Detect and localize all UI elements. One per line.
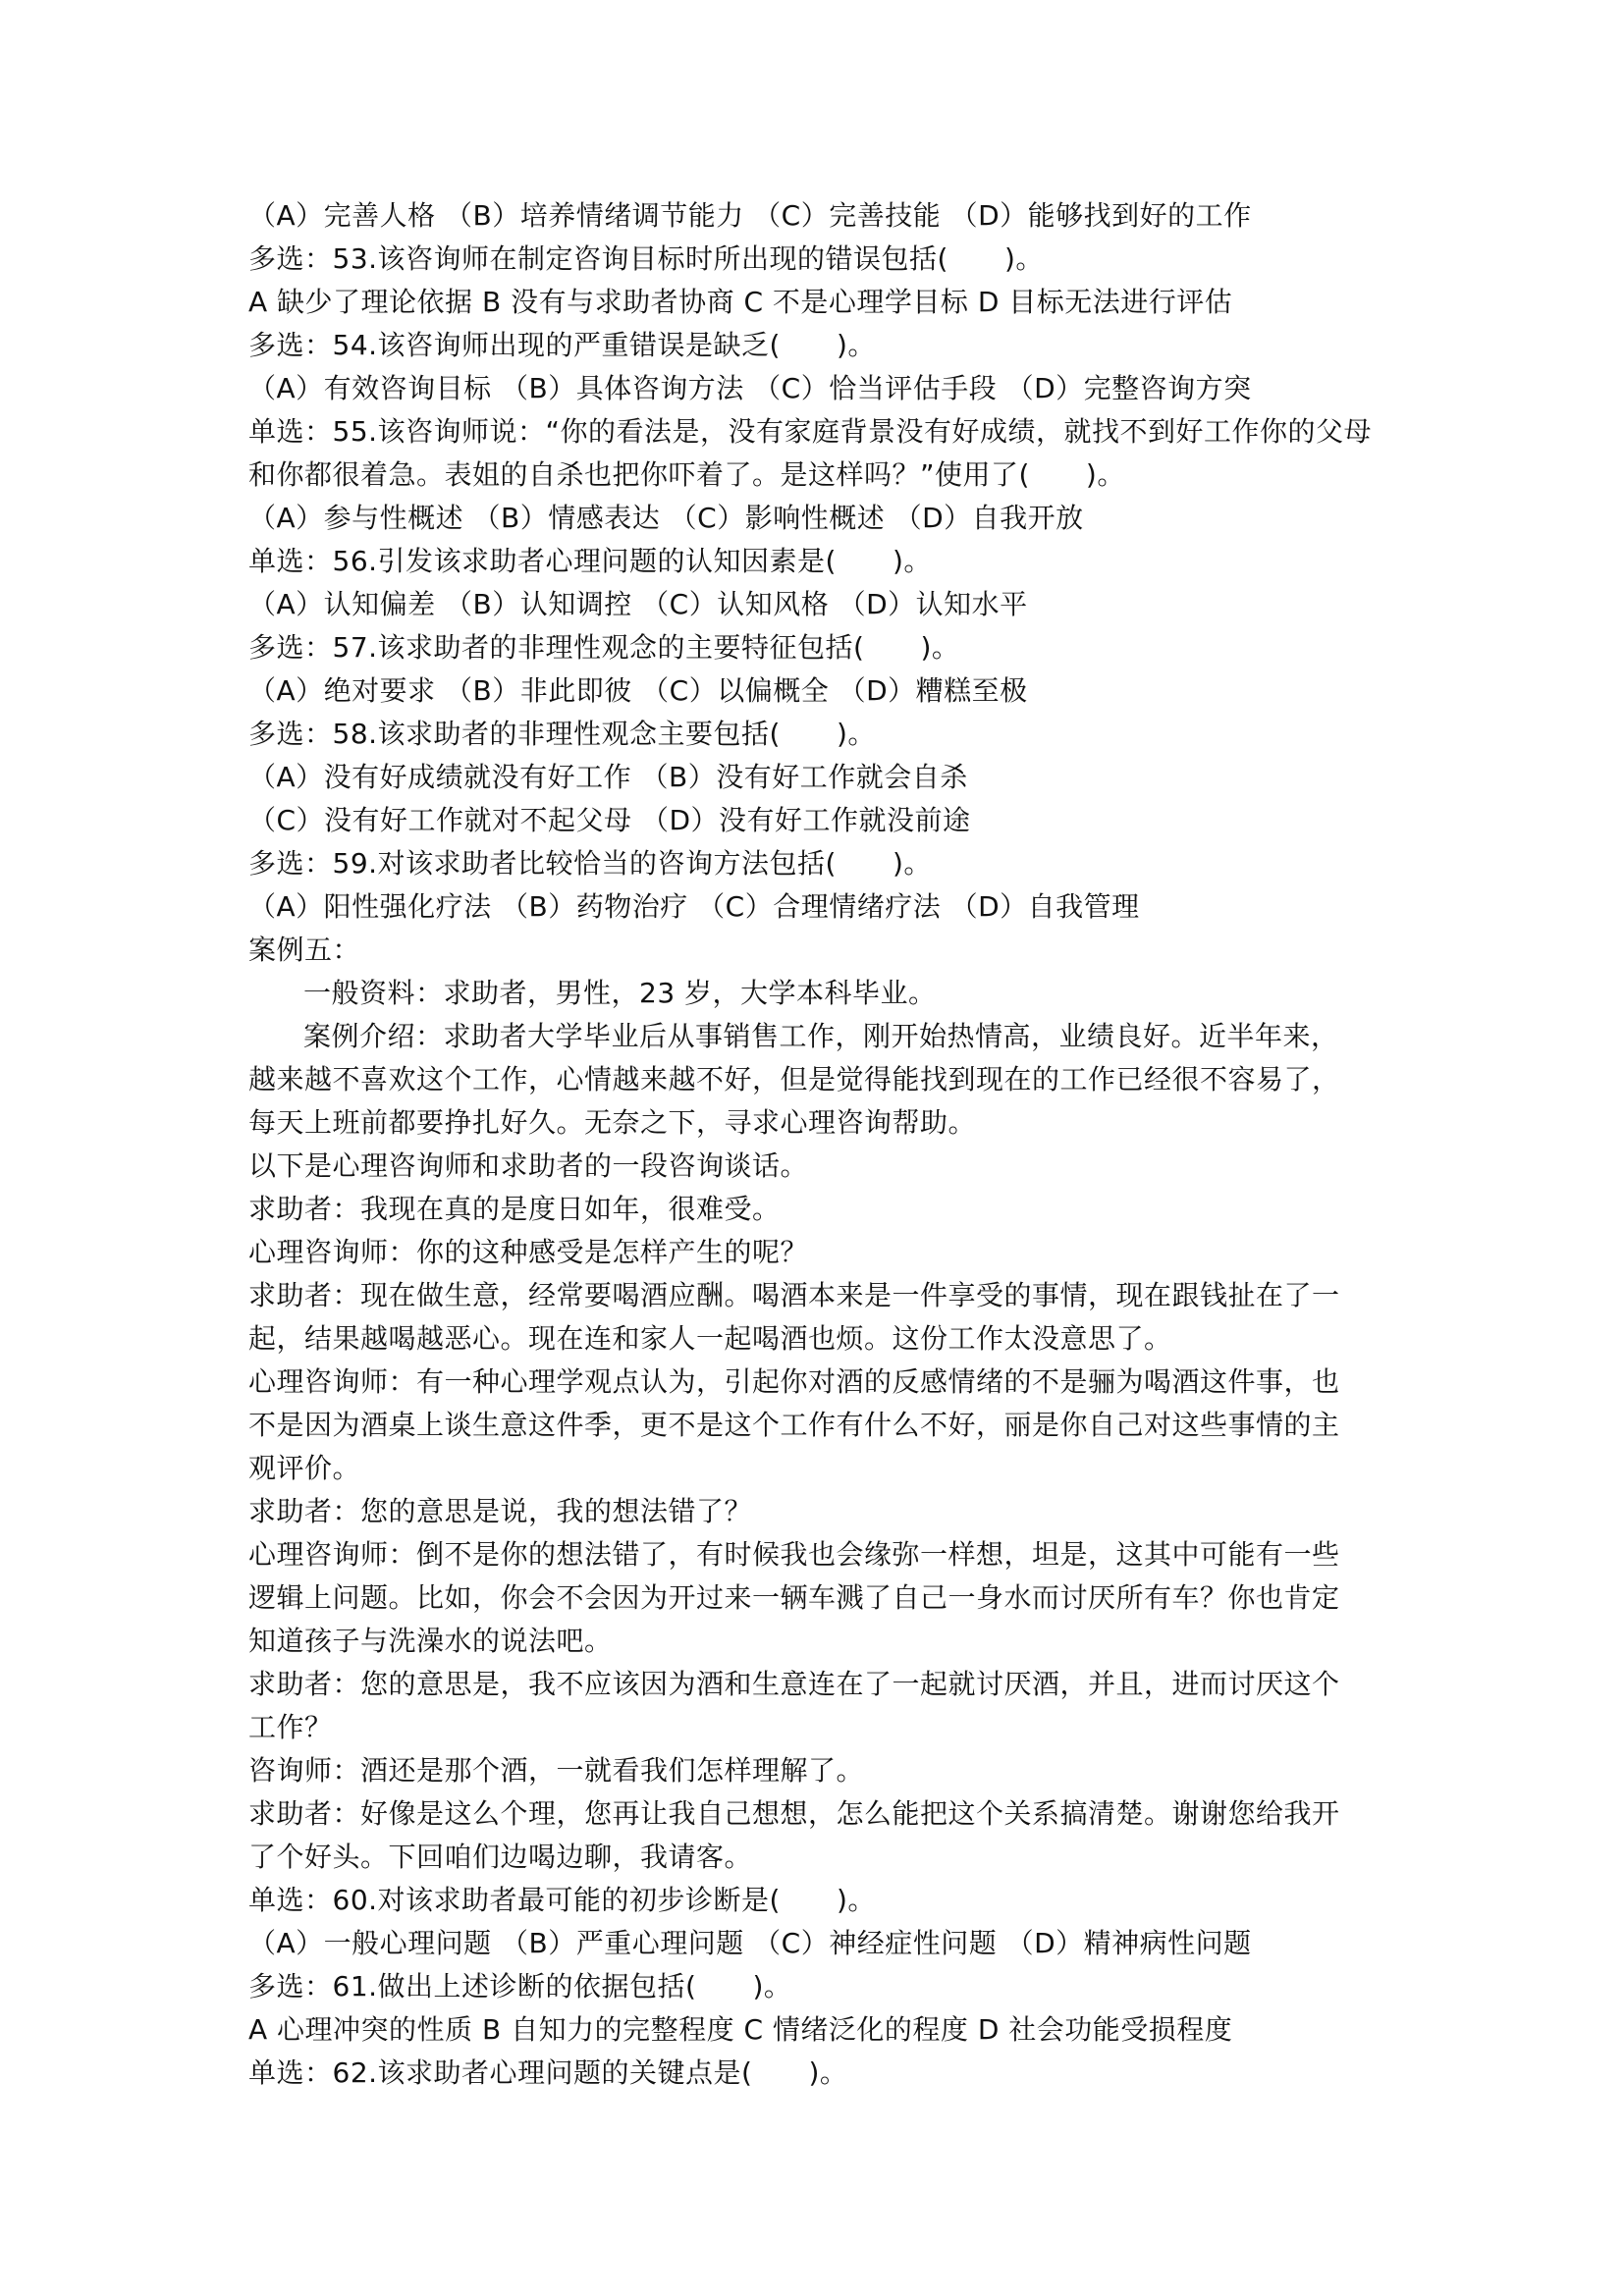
text-line: 求助者：您的意思是说，我的想法错了？ [248, 1495, 753, 1527]
text-line: 多选：53.该咨询师在制定咨询目标时所出现的错误包括( )。 [248, 242, 1044, 275]
text-line: （A）没有好成绩就没有好工作 （B）没有好工作就会自杀 [248, 761, 968, 793]
text-line: 知道孩子与洗澡水的说法吧。 [248, 1625, 613, 1657]
text-line: （A）一般心理问题 （B）严重心理问题 （C）神经症性问题 （D）精神病性问题 [248, 1927, 1252, 1959]
text-line: 心理咨询师：有一种心理学观点认为，引起你对酒的反感情绪的不是骊为喝酒这件事，也 [248, 1365, 1340, 1398]
text-line: 多选：54.该咨询师出现的严重错误是缺乏( )。 [248, 329, 876, 361]
text-line: （A）有效咨询目标 （B）具体咨询方法 （C）恰当评估手段 （D）完整咨询方突 [248, 372, 1252, 404]
text-line: 单选：62.该求助者心理问题的关键点是( )。 [248, 2056, 848, 2089]
text-line: 观评价。 [248, 1452, 361, 1484]
document-page [248, 194, 1397, 2095]
text-line: 一般资料：求助者，男性，23 岁，大学本科毕业。 [303, 977, 937, 1009]
text-line: （A）认知偏差 （B）认知调控 （C）认知风格 （D）认知水平 [248, 588, 1028, 620]
text-line: （A）参与性概述 （B）情感表达 （C）影响性概述 （D）自我开放 [248, 502, 1084, 534]
text-line: 起，结果越喝越恶心。现在连和家人一起喝酒也烦。这份工作太没意思了。 [248, 1322, 1172, 1355]
text-line: （A）完善人格 （B）培养情绪调节能力 （C）完善技能 （D）能够找到好的工作 [248, 199, 1252, 232]
text-line: 求助者：好像是这么个理，您再让我自己想想，怎么能把这个关系搞清楚。谢谢您给我开 [248, 1797, 1340, 1830]
text-line: 心理咨询师：倒不是你的想法错了，有时候我也会缘弥一样想，坦是，这其中可能有一些 [248, 1538, 1340, 1571]
text-line: （A）绝对要求 （B）非此即彼 （C）以偏概全 （D）糟糕至极 [248, 674, 1028, 707]
text-line: 多选：59.对该求助者比较恰当的咨询方法包括( )。 [248, 847, 932, 880]
text-line: 求助者：我现在真的是度日如年，很难受。 [248, 1193, 781, 1225]
text-line: A 心理冲突的性质 B 自知力的完整程度 C 情绪泛化的程度 D 社会功能受损程度 [248, 2013, 1233, 2046]
text-line: 每天上班前都要挣扎好久。无奈之下，寻求心理咨询帮助。 [248, 1106, 977, 1139]
text-line: 单选：55.该咨询师说：“你的看法是，没有家庭背景没有好成绩，就找不到好工作你的父母 [248, 415, 1373, 448]
case-heading: 案例五： [248, 934, 361, 966]
text-line: 越来越不喜欢这个工作，心情越来越不好，但是觉得能找到现在的工作已经很不容易了， [248, 1063, 1340, 1095]
text-line: 以下是心理咨询师和求助者的一段咨询谈话。 [248, 1149, 809, 1182]
text-line: 多选：61.做出上述诊断的依据包括( )。 [248, 1970, 792, 2002]
text-line: 求助者：您的意思是，我不应该因为酒和生意连在了一起就讨厌酒，并且，进而讨厌这个 [248, 1668, 1340, 1700]
text-line: 咨询师：酒还是那个酒，一就看我们怎样理解了。 [248, 1754, 865, 1787]
text-line: A 缺少了理论依据 B 没有与求助者协商 C 不是心理学目标 D 目标无法进行评估 [248, 286, 1233, 318]
text-line: 不是因为酒桌上谈生意这件季，更不是这个工作有什么不好，丽是你自己对这些事情的主 [248, 1409, 1340, 1441]
text-line: 单选：56.引发该求助者心理问题的认知因素是( )。 [248, 545, 932, 577]
text-line: 逻辑上问题。比如，你会不会因为开过来一辆车溅了自己一身水而讨厌所有车？你也肯定 [248, 1581, 1340, 1614]
text-line: （C）没有好工作就对不起父母 （D）没有好工作就没前途 [248, 804, 971, 836]
text-line: 和你都很着急。表姐的自杀也把你吓着了。是这样吗？”使用了( )。 [248, 458, 1125, 491]
text-line: 多选：58.该求助者的非理性观念主要包括( )。 [248, 718, 876, 750]
text-line: 工作？ [248, 1711, 333, 1743]
text-line: （A）阳性强化疗法 （B）药物治疗 （C）合理情绪疗法 （D）自我管理 [248, 890, 1140, 923]
text-line: 心理咨询师：你的这种感受是怎样产生的呢？ [248, 1236, 809, 1268]
text-line: 案例介绍：求助者大学毕业后从事销售工作，刚开始热情高，业绩良好。近半年来， [303, 1020, 1339, 1052]
text-line: 了个好头。下回咱们边喝边聊，我请客。 [248, 1841, 753, 1873]
text-line: 单选：60.对该求助者最可能的初步诊断是( )。 [248, 1884, 876, 1916]
text-line: 求助者：现在做生意，经常要喝酒应酬。喝酒本来是一件享受的事情，现在跟钱扯在了一 [248, 1279, 1340, 1311]
text-line: 多选：57.该求助者的非理性观念的主要特征包括( )。 [248, 631, 960, 664]
